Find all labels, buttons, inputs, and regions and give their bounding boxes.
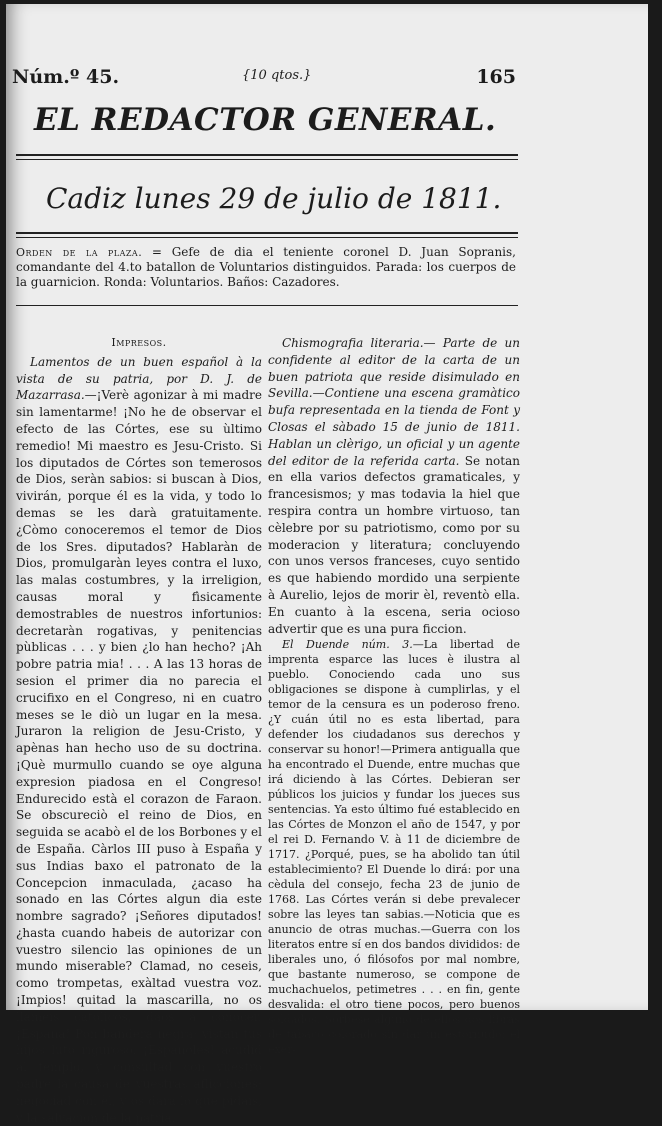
- page-number: 165: [476, 66, 516, 88]
- lamentos-title: Lamentos de un buen español à la vista de su patria, por D. J. de Mazarrasa.: [16, 354, 262, 403]
- issue-price: {10 qtos.}: [242, 68, 312, 83]
- masthead-title: EL REDACTOR GENERAL.: [34, 102, 497, 138]
- duende-body: —La libertad de imprenta esparce las luces è ilustra al pueblo. Conociendo cada uno sus obligaciones se dispone à cumplirlas, y el temor de la censura es un poderoso freno. ¿Y cuán útil no es esta libertad, para defender los ciudadanos sus derechos y conservar su honor!—Primera antigualla que ha encontrado el Duende, entre muchas que irá diciendo à las Córtes. Debieran ser públicos los juicios y fundar los jueces sus sentencias. Ya esto último fué establecido en las Córtes de Monzon el año de 1547, y por el rei D. Fernando V. à 11 de diciembre de 1717. ¿Porqué, pues, se ha abolido tan útil establecimiento? El Duende lo dirá: por una cèdula del consejo, fecha 23 de junio de 1768. Las Córtes verán si debe prevalecer sobre las leyes tan sabias.—Noticia que es anuncio de otras muchas.—Guerra con los literatos entre sí en dos bandos divididos: de liberales uno, ó filósofos por mal nombre, que bastante numeroso, se compone de muchachuelos, petimetres . . . en fin, gente desvalida: el otro tiene pocos, pero buenos soldados. Sórbese alguno de ellos dos libras de tabaco colorado sin dar un estornudo: el exèr-: [268, 638, 520, 1057]
- dateline-rule: [16, 232, 518, 238]
- duende-title: El Duende núm. 3.: [282, 638, 413, 652]
- masthead-rule: [16, 154, 518, 160]
- orden-text: = Gefe de dia el teniente coronel D. Juan Sopranis, comandante del 4.to batallon de Voluntarios distinguidos. Parada: los cuerpos de la guarnicion. Ronda: Voluntarios. Baños: Cazadores.: [16, 245, 516, 289]
- column-right: [268, 335, 520, 1057]
- issue-number: Núm.º 45.: [12, 66, 120, 88]
- dateline: Cadiz lunes 29 de julio de 1811.: [46, 182, 502, 215]
- chismografia-article: [268, 335, 520, 637]
- column-left: [16, 335, 262, 1126]
- lamentos-body: —¡Verè agonizar à mi madre sin lamentarme! ¡No he de observar el efecto de las Córtes, ese su ùltimo remedio! Mi maestro es Jesu-Cristo. Si los diputados de Córtes son temerosos de Dios, seràn sabios: si buscan à Dios, vivirán, porque él es la vida, y todo lo demas se les darà gratuitamente. ¿Còmo conoceremos el temor de Dios de los Sres. diputados? Hablaràn de Dios, promulgaràn leyes contra el luxo, las malas costumbres, y la irreligion, causas moral y fìsicamente demostrables de nuestros infortunios: decretaràn rogativas, y penitencias pùblicas . . . y bien ¿lo han hecho? ¡Ah pobre patria mia! . . . A las 13 horas de sesion el primer dia no parecia el crucifixo en el Congreso, ni en cuatro meses se le diò un lugar en la mesa. Juraron la religion de Jesu-Cristo, y apènas han hecho uso de su doctrina. ¡Què murmullo cuando se oye alguna expresion piadosa en el Congreso! Endurecido està el corazon de Faraon. Se obscureciò el reino de Dios, en seguida se acabò el de los Borbones y el de España. Càrlos III puso à España y sus Indias baxo el patronato de la Concepcion inmaculada, ¿acaso ha sonado en las Córtes algun dia este nombre sagrado? ¡Señores diputados! ¿hasta cuando habeis de autorizar con vuestro silencio las opiniones de un mundo miserable? Clamad, no ceseis, como trompetas, exàltad vuestra voz. ¡Impios! quitad la mascarilla, no os llameis catòlicos, daos à conocer. ¡España! Pon bandera negra: vistan tus hijos luto riguroso. ¡Españoles! acudid al templo, y consultad con vuestro padre la causa de vuestras aflicciones; negociad con èl, y os darà lo que pidais, y la salvacion de la patria.: [16, 388, 262, 1125]
- chismografia-title: Chismografia literaria.— Parte de un confidente al editor de la carta de un buen patriota que reside disimulado en Sevilla.—Contiene una escena gramàtico bufa representada en la tienda de Font y Closas el sàbado 15 de junio de 1811. Hablan un clèrigo, un oficial y un agente del editor de la referida carta.: [268, 336, 520, 468]
- chismografia-body: Se notan en ella varios defectos gramaticales, y francesismos; y mas todavia la hiel que respira contra un hombre virtuoso, tan cèlebre por su patriotismo, como por su moderacion y literatura; concluyendo con unos versos franceses, cuyo sentido es que habiendo mordido una serpiente à Aurelio, lejos de morir èl, reventò ella. En cuanto à la escena, seria ocioso advertir que es una pura ficcion.: [268, 453, 520, 636]
- newspaper-page: [6, 4, 648, 1125]
- section-title-impresos: Impresos.: [111, 336, 167, 349]
- lamentos-article: [16, 354, 262, 1126]
- duende-article: [268, 637, 520, 1057]
- orden-de-la-plaza: [16, 245, 516, 290]
- section-rule: [16, 305, 518, 306]
- orden-label: Orden de la plaza.: [16, 246, 143, 259]
- page-header: [12, 66, 516, 96]
